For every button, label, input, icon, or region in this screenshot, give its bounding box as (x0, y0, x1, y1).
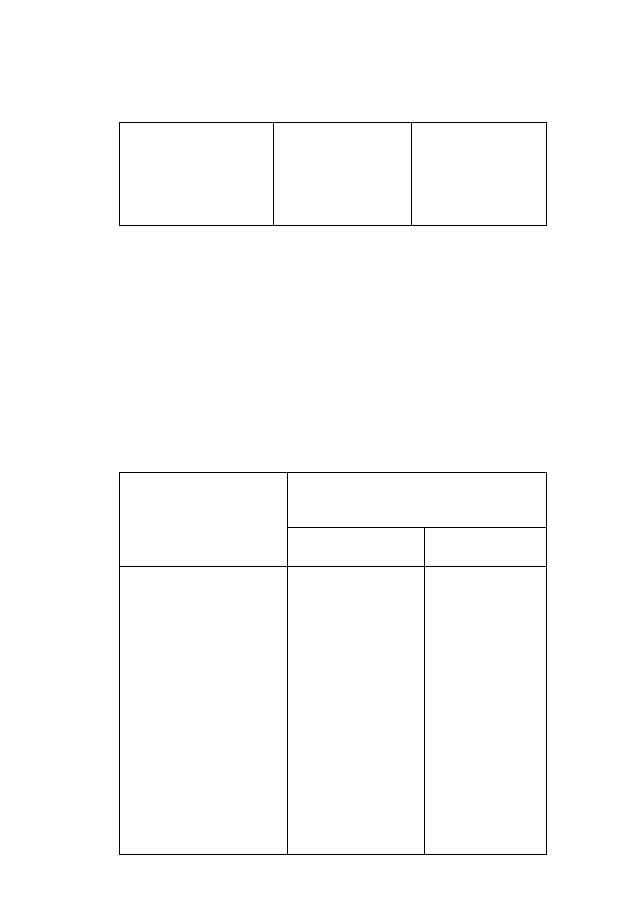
continuation-cell-interventions (412, 123, 547, 226)
care-plan-table (119, 472, 547, 855)
header-intervensi (425, 528, 547, 567)
continuation-cell-diagnosis (120, 123, 274, 226)
body-nic (425, 567, 547, 855)
continuation-lines (125, 123, 273, 124)
header-intervensi-label (425, 528, 546, 550)
header-rencana (288, 473, 547, 528)
header-diagnosis-line1 (120, 472, 287, 495)
header-tujuan-line1 (288, 528, 424, 550)
noc-item-first-line (291, 590, 421, 613)
diagnosis-title-1 (123, 567, 283, 590)
header-tujuan-line2 (288, 550, 424, 566)
nic-heading (428, 567, 541, 590)
related-label (123, 637, 283, 660)
continuation-cell-goals (274, 123, 412, 226)
diagnosis-title-2 (123, 590, 283, 613)
header-diagnosis-line2 (120, 495, 287, 518)
body-diagnosis (120, 567, 288, 855)
continuation-table (119, 122, 547, 226)
noc-heading (291, 567, 421, 590)
header-diagnosis (120, 473, 288, 567)
diagnosis-title-3 (123, 613, 283, 636)
body-noc (288, 567, 425, 855)
header-tujuan (288, 528, 425, 567)
